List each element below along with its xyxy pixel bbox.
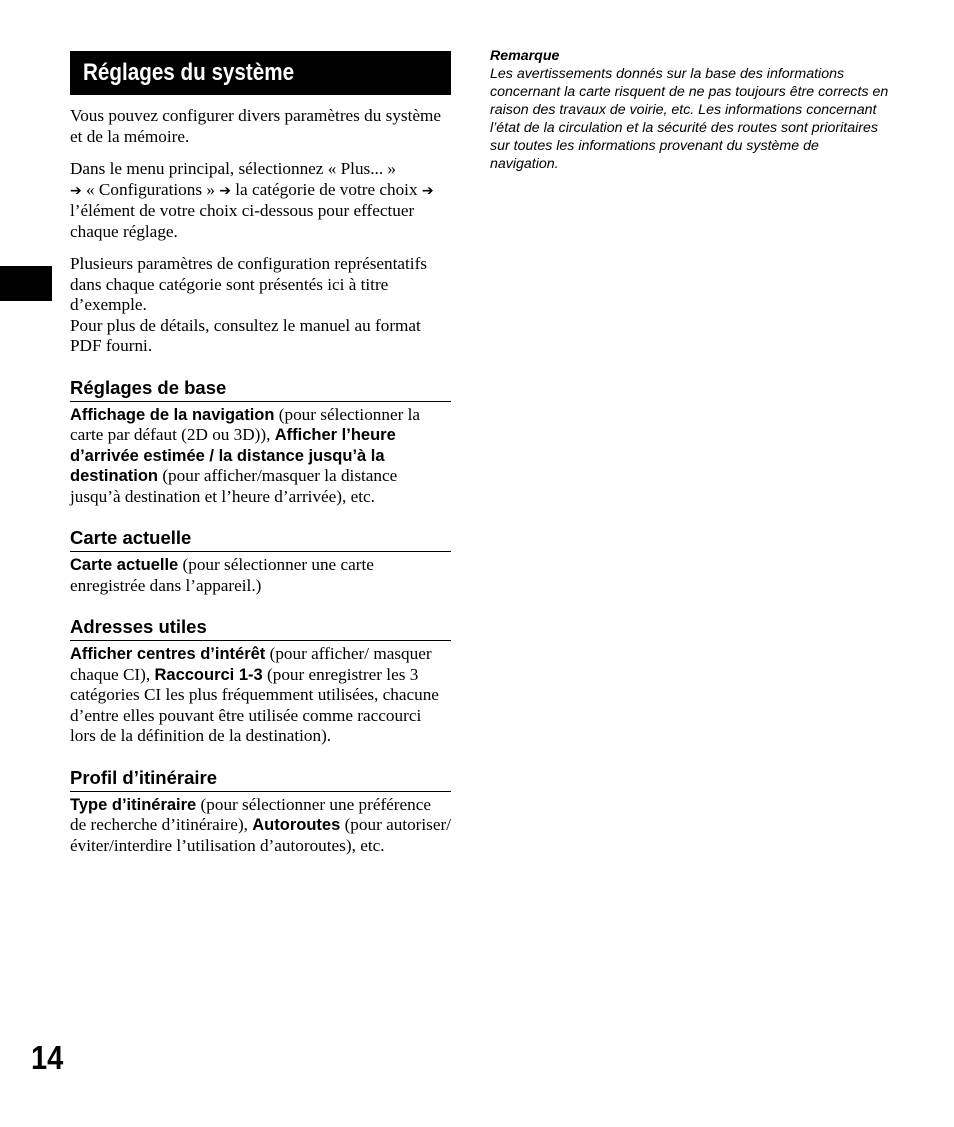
section-body-carte-actuelle — [70, 555, 451, 596]
section-heading-reglages-de-base: Réglages de base — [70, 377, 451, 402]
arrow-icon: ➔ — [219, 182, 231, 199]
arrow-icon: ➔ — [70, 182, 82, 199]
intro-p2-text-a: Dans le menu principal, sélectionnez « Plus... » — [70, 159, 397, 178]
section-tab-marker — [0, 266, 52, 301]
setting-description: (pour autoriser/éviter/interdire l’utilisation d’autoroutes), etc. — [70, 815, 451, 855]
page-number: 14 — [31, 1039, 64, 1076]
setting-name: Autoroutes — [252, 816, 341, 834]
section-heading-carte-actuelle: Carte actuelle — [70, 527, 451, 552]
note-title: Remarque — [490, 48, 560, 64]
setting-name: Carte actuelle — [70, 556, 179, 574]
setting-name: Type d’itinéraire — [70, 795, 197, 814]
main-column — [70, 51, 451, 856]
note-body: Les avertissements donnés sur la base des informations concernant la carte risquent de ne pas toujours être corrects en raison des travaux de voirie, etc. Les informations concernant l’état de la circulation et la sécurité des routes sont prioritaires sur toutes les informations provenant du système de navigation. — [490, 66, 889, 172]
setting-name: Raccourci 1-3 — [154, 665, 263, 684]
setting-description: (pour enregistrer les 3 catégories CI les plus fréquemment utilisées, chacune d’entre elles pouvant être utilisée comme raccourci lors de la définition de la destination). — [70, 664, 439, 745]
arrow-icon: ➔ — [421, 182, 434, 199]
intro-p3-text-a: Plusieurs paramètres de configuration représentatifs dans chaque catégorie sont présentés ici à titre d’exemple. — [70, 254, 427, 314]
section-heading-adresses-utiles: Adresses utiles — [70, 616, 451, 641]
setting-description: (pour sélectionner une préférence de recherche d’itinéraire), — [70, 794, 432, 834]
intro-p2-text-c: la catégorie de votre choix — [230, 179, 422, 199]
setting-name: Afficher centres d’intérêt — [70, 645, 266, 663]
setting-description: (pour afficher/ masquer chaque CI), — [70, 644, 432, 684]
intro-p2-text-b: « Configurations » — [81, 179, 220, 199]
section-body-adresses-utiles — [70, 644, 451, 747]
intro-paragraph-2 — [70, 159, 451, 242]
page-title-bar — [70, 51, 451, 95]
intro-paragraph-1: Vous pouvez configurer divers paramètres du système et de la mémoire. — [70, 106, 442, 146]
section-body-reglages-de-base — [70, 405, 451, 508]
intro-p3-text-b: Pour plus de détails, consultez le manuel au format PDF fourni. — [70, 315, 421, 355]
setting-description: (pour sélectionner une carte enregistrée dans l’appareil.) — [70, 555, 374, 595]
setting-description: (pour sélectionner la carte par défaut (2D ou 3D)), — [70, 404, 421, 444]
setting-name: Affichage de la navigation — [70, 405, 275, 424]
page-title: Réglages du système — [83, 59, 295, 86]
section-body-profil-itineraire — [70, 795, 451, 857]
intro-paragraph-3 — [70, 254, 451, 357]
setting-description: (pour afficher/masquer la distance jusqu’à destination et l’heure d’arrivée), etc. — [70, 466, 398, 506]
section-heading-profil-itineraire: Profil d’itinéraire — [70, 767, 451, 792]
intro-p2-text-d: l’élément de votre choix ci-dessous pour effectuer chaque réglage. — [70, 201, 415, 241]
note-column — [490, 47, 890, 173]
setting-name: Afficher l’heure d’arrivée estimée / la distance jusqu’à la destination — [70, 426, 396, 485]
